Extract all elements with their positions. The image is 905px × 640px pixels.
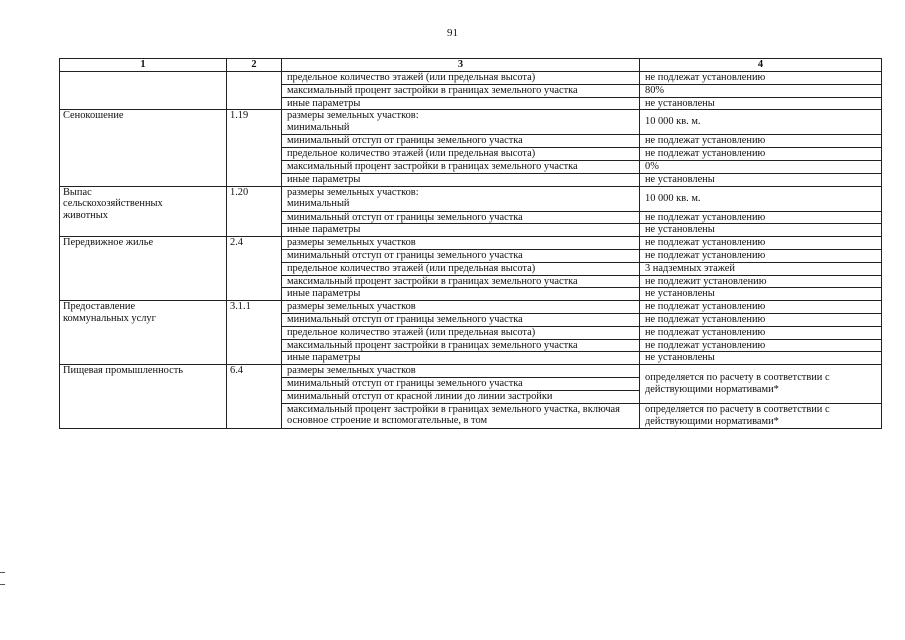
parameter-name: максимальный процент застройки в границах земельного участка xyxy=(282,339,640,352)
parameter-value: не подлежат установлению xyxy=(640,313,882,326)
parameter-value: не подлежат установлению xyxy=(640,301,882,314)
land-use-name: Выпас сельскохозяйственных животных xyxy=(60,186,227,237)
parameter-name: размеры земельных участков: минимальный xyxy=(282,110,640,135)
parameter-value: не установлены xyxy=(640,352,882,365)
parameter-value: 10 000 кв. м. xyxy=(640,110,882,135)
parameter-name: размеры земельных участков xyxy=(282,365,640,378)
parameter-value: не установлены xyxy=(640,288,882,301)
land-use-code: 3.1.1 xyxy=(227,301,282,365)
parameter-value: 80% xyxy=(640,84,882,97)
land-use-code xyxy=(227,72,282,110)
parameter-name: минимальный отступ от границы земельного участка xyxy=(282,313,640,326)
land-use-name: Сенокошение xyxy=(60,110,227,186)
land-use-code: 6.4 xyxy=(227,365,282,428)
parameter-value: не подлежат установлению xyxy=(640,237,882,250)
land-use-name: Передвижное жилье xyxy=(60,237,227,301)
table-row xyxy=(60,110,882,135)
parameter-name: иные параметры xyxy=(282,173,640,186)
header-cell-2: 2 xyxy=(227,59,282,72)
parameter-name: минимальный отступ от границы земельного участка xyxy=(282,135,640,148)
land-use-name: Предоставление коммунальных услуг xyxy=(60,301,227,365)
page-number: 91 xyxy=(447,27,458,39)
header-cell-3: 3 xyxy=(282,59,640,72)
parameter-value: не установлены xyxy=(640,97,882,110)
parameter-name: максимальный процент застройки в границах земельного участка xyxy=(282,84,640,97)
land-use-name xyxy=(60,72,227,110)
parameter-name: минимальный отступ от красной линии до линии застройки xyxy=(282,390,640,403)
land-use-name: Пищевая промышленность xyxy=(60,365,227,428)
parameter-name: иные параметры xyxy=(282,352,640,365)
edge-mark xyxy=(0,572,5,573)
parameter-name: максимальный процент застройки в границах земельного участка xyxy=(282,275,640,288)
parameter-name: предельное количество этажей (или предельная высота) xyxy=(282,326,640,339)
parameter-value: не подлежат установлению xyxy=(640,339,882,352)
parameter-value: не подлежат установлению xyxy=(640,135,882,148)
parameter-name: предельное количество этажей (или предельная высота) xyxy=(282,72,640,85)
parameter-name: иные параметры xyxy=(282,288,640,301)
parameter-value: 10 000 кв. м. xyxy=(640,186,882,211)
parameter-name: минимальный отступ от границы земельного участка xyxy=(282,249,640,262)
table-row xyxy=(60,365,882,378)
table-row xyxy=(60,186,882,211)
parameter-value: не установлены xyxy=(640,173,882,186)
parameter-name: максимальный процент застройки в границах земельного участка, включая основное строение и вспомогательные, в том xyxy=(282,403,640,428)
land-use-code: 1.19 xyxy=(227,110,282,186)
header-cell-4: 4 xyxy=(640,59,882,72)
edge-mark xyxy=(0,584,5,585)
parameter-name: размеры земельных участков xyxy=(282,301,640,314)
parameter-name: иные параметры xyxy=(282,97,640,110)
land-use-code: 2.4 xyxy=(227,237,282,301)
parameter-value: не подлежат установлению xyxy=(640,211,882,224)
parameter-name: максимальный процент застройки в границах земельного участка xyxy=(282,160,640,173)
land-use-code: 1.20 xyxy=(227,186,282,237)
parameter-name: размеры земельных участков: минимальный xyxy=(282,186,640,211)
parameter-value: не подлежат установлению xyxy=(640,148,882,161)
parameter-name: предельное количество этажей (или предельная высота) xyxy=(282,262,640,275)
parameter-value: не подлежат установлению xyxy=(640,249,882,262)
parameter-name: иные параметры xyxy=(282,224,640,237)
parameter-value: определяется по расчету в соответствии с действующими нормативами* xyxy=(640,365,882,403)
table-row xyxy=(60,301,882,314)
zoning-parameters-table xyxy=(59,58,882,429)
parameter-value: не установлены xyxy=(640,224,882,237)
parameter-value: определяется по расчету в соответствии с действующими нормативами* xyxy=(640,403,882,428)
header-cell-1: 1 xyxy=(60,59,227,72)
parameter-name: минимальный отступ от границы земельного участка xyxy=(282,211,640,224)
table-row xyxy=(60,237,882,250)
parameter-value: не подлежат установлению xyxy=(640,326,882,339)
table-row xyxy=(60,72,882,85)
parameter-value: 0% xyxy=(640,160,882,173)
parameter-name: минимальный отступ от границы земельного участка xyxy=(282,377,640,390)
parameter-value: не подлежит установлению xyxy=(640,275,882,288)
parameter-name: размеры земельных участков xyxy=(282,237,640,250)
parameter-value: 3 надземных этажей xyxy=(640,262,882,275)
parameter-value: не подлежат установлению xyxy=(640,72,882,85)
parameter-name: предельное количество этажей (или предельная высота) xyxy=(282,148,640,161)
header-row xyxy=(60,59,882,72)
